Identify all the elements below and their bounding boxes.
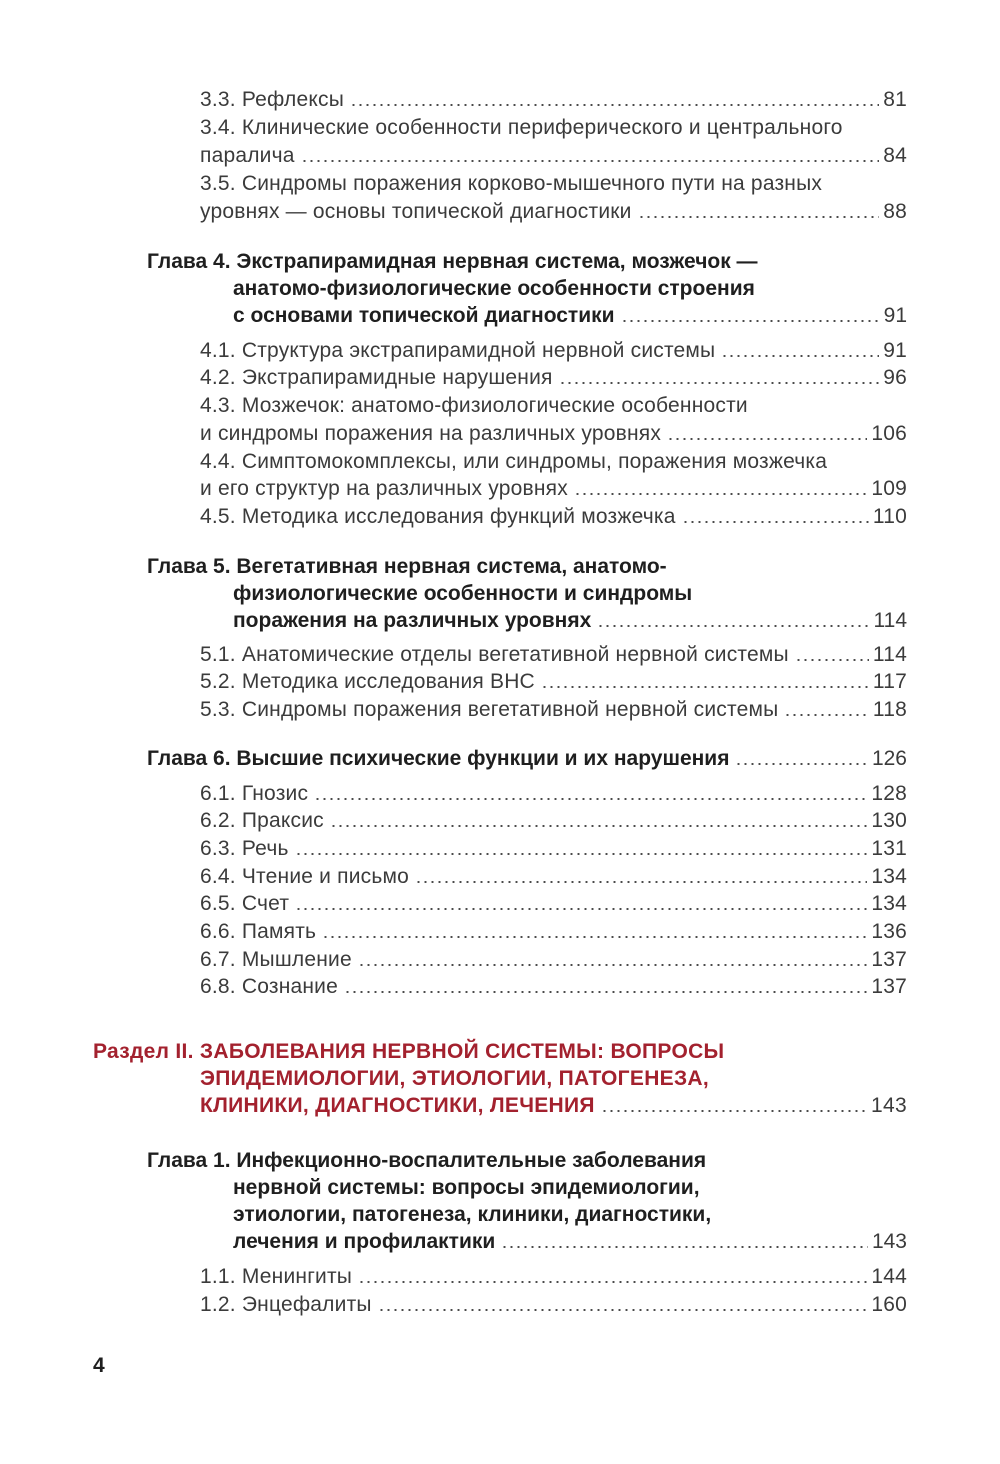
dot-leader [621,320,880,322]
dot-leader [344,991,867,993]
entry-title: 6.8. Сознание [200,975,338,998]
dot-leader [597,625,869,627]
chapter-title: Глава 5. Вегетативная нервная система, анатомо- [147,555,667,578]
page-number: 110 [872,505,907,528]
entry-title: 6.7. Мышление [200,948,352,971]
page-number: 143 [871,1230,907,1253]
entry-title: 5.3. Синдромы поражения вегетативной нервной системы [200,698,779,721]
page-number: 117 [872,670,907,693]
page-number: 136 [871,920,907,943]
entry-title: 5.2. Методика исследования ВНС [200,670,535,693]
dot-leader [784,714,869,716]
chapter-title-cont: лечения и профилактики [233,1230,496,1253]
page-number: 81 [883,88,907,111]
entry-title-cont: и синдромы поражения на различных уровнях [200,422,662,445]
entry-title: 4.4. Симптомокомплексы, или синдромы, поражения мозжечка [200,450,828,473]
entry-title: 6.3. Речь [200,837,289,860]
page-number: 134 [871,892,907,915]
dot-leader [378,1309,868,1311]
entry-title: 4.1. Структура экстрапирамидной нервной системы [200,339,716,362]
page-number: 137 [871,975,907,998]
page-number: 88 [883,200,907,223]
page-number: 126 [871,747,907,770]
chapter-title-cont: поражения на различных уровнях [233,609,592,632]
dot-leader [721,355,879,357]
entry-title: 4.2. Экстрапирамидные нарушения [200,366,553,389]
chapter-title-cont: этиологии, патогенеза, клиники, диагностики, [233,1203,712,1226]
chapter-title: Глава 1. Инфекционно-воспалительные заболевания [147,1149,707,1172]
dot-leader [350,104,879,106]
page-number: 131 [871,837,907,860]
entry-title: 6.2. Праксис [200,809,324,832]
page-number: 130 [871,809,907,832]
dot-leader [295,908,867,910]
entry-title: 4.3. Мозжечок: анатомо-физиологические особенности [200,394,748,417]
page-number: 137 [871,948,907,971]
entry-title: 3.5. Синдромы поражения корково-мышечного пути на разных [200,172,823,195]
dot-leader [682,521,869,523]
dot-leader [314,798,867,800]
dot-leader [295,853,868,855]
entry-title: 6.5. Счет [200,892,290,915]
dot-leader [322,936,867,938]
page-number: 160 [871,1293,907,1316]
dot-leader [638,216,880,218]
dot-leader [795,659,869,661]
chapter-title: Глава 6. Высшие психические функции и их нарушения [147,747,730,770]
entry-title: 5.1. Анатомические отделы вегетативной нервной системы [200,643,789,666]
chapter-title-cont: нервной системы: вопросы эпидемиологии, [233,1176,700,1199]
entry-title: 1.1. Менингиты [200,1265,353,1288]
chapter-title-cont: с основами топической диагностики [233,304,615,327]
page-number: 114 [872,643,907,666]
chapter-title: Глава 4. Экстрапирамидная нервная система, мозжечок — [147,250,758,273]
chapter-title-cont: анатомо-физиологические особенности строения [233,277,755,300]
page-number: 106 [871,422,907,445]
dot-leader [574,493,867,495]
page-number: 114 [873,609,907,632]
entry-title: 3.4. Клинические особенности периферического и центрального [200,116,843,139]
dot-leader [358,964,868,966]
dot-leader [301,160,880,162]
entry-title-cont: паралича [200,144,295,167]
entry-title: 6.1. Гнозис [200,782,309,805]
dot-leader [415,881,867,883]
page-number: 144 [871,1265,907,1288]
page-number: 118 [872,698,907,721]
dot-leader [330,825,867,827]
entry-title: 4.5. Методика исследования функций мозжечка [200,505,676,528]
page-number: 84 [883,144,907,167]
dot-leader [501,1246,868,1248]
dot-leader [358,1281,867,1283]
page-number: 96 [883,366,907,389]
section-title-cont: ЭПИДЕМИОЛОГИИ, ЭТИОЛОГИИ, ПАТОГЕНЕЗА, [200,1067,710,1090]
entry-title: 6.6. Память [200,920,317,943]
dot-leader [735,763,867,765]
dot-leader [541,686,869,688]
dot-leader [601,1110,867,1112]
section-title: Раздел II. ЗАБОЛЕВАНИЯ НЕРВНОЙ СИСТЕМЫ: ВОПРОСЫ [93,1040,725,1063]
entry-title-cont: и его структур на различных уровнях [200,477,568,500]
entry-title-cont: уровнях — основы топической диагностики [200,200,632,223]
page-number: 128 [871,782,907,805]
page-number: 91 [883,339,907,362]
chapter-title-cont: физиологические особенности и синдромы [233,582,693,605]
page-number: 109 [871,477,907,500]
entry-title: 6.4. Чтение и письмо [200,865,409,888]
page-number: 134 [871,865,907,888]
page-footer-number: 4 [93,1354,105,1377]
entry-title: 3.3. Рефлексы [200,88,344,111]
page-number: 143 [871,1094,907,1117]
section-title-cont: КЛИНИКИ, ДИАГНОСТИКИ, ЛЕЧЕНИЯ [200,1094,595,1117]
dot-leader [559,382,880,384]
page-number: 91 [883,304,907,327]
dot-leader [667,438,867,440]
entry-title: 1.2. Энцефалиты [200,1293,372,1316]
